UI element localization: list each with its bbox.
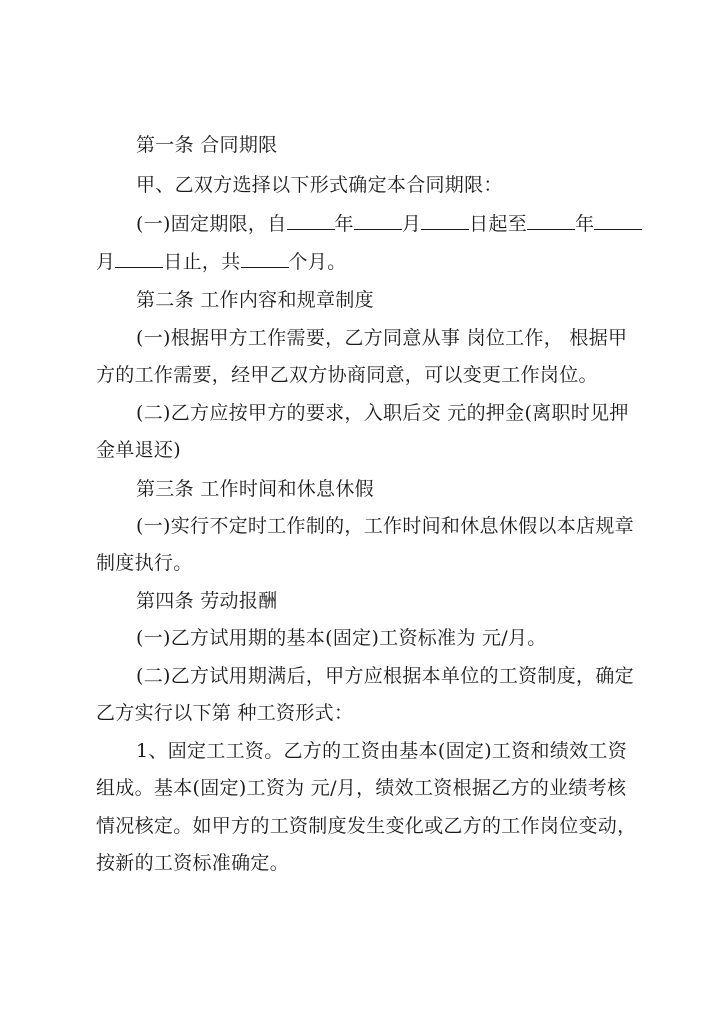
article-4-paragraph-2-line-1: (二)乙方试用期满后，甲方应根据本单位的工资制度，确定 [136, 665, 634, 687]
end-year-blank [527, 211, 575, 230]
article-2-paragraph-2-line-1: (二)乙方应按甲方的要求，入职后交 元的押金(离职时见押 [136, 402, 629, 424]
months-label: 个月。 [288, 251, 347, 273]
article-4-title: 第四条 劳动报酬 [136, 590, 278, 612]
total-months-blank [241, 249, 289, 268]
article-4-paragraph-1: (一)乙方试用期的基本(固定)工资标准为 元/月。 [136, 627, 547, 649]
article-2-paragraph-1-line-2: 方的工作需要，经甲乙双方协商同意，可以变更工作岗位。 [96, 364, 598, 386]
start-day-blank [421, 211, 469, 230]
article-3-paragraph-1-line-2: 制度执行。 [96, 552, 193, 574]
start-year-blank [287, 211, 335, 230]
article-2-paragraph-2-line-2: 金单退还) [96, 439, 181, 461]
article-1-paragraph-2-line-2 [96, 249, 346, 274]
month-label: 月 [401, 213, 422, 235]
article-1-title: 第一条 合同期限 [136, 134, 278, 156]
article-2-paragraph-1-line-1: (一)根据甲方工作需要，乙方同意从事 岗位工作， 根据甲 [136, 327, 628, 349]
end-year-label: 年 [575, 213, 595, 235]
article-4-paragraph-2-line-2: 乙方实行以下第 种工资形式： [96, 702, 354, 724]
day-until-label: 日止，共 [163, 251, 241, 273]
article-1-paragraph-1: 甲、乙双方选择以下形式确定本合同期限： [136, 174, 503, 196]
year-label: 年 [334, 213, 354, 235]
article-3-paragraph-1-line-1: (一)实行不定时工作制的，工作时间和休息休假以本店规章 [136, 515, 634, 537]
fixed-term-label: (一)固定期限，自 [136, 213, 287, 235]
end-day-blank [115, 249, 163, 268]
end-month-label: 月 [96, 251, 116, 273]
article-4-paragraph-3-line-2: 组成。基本(固定)工资为 元/月，绩效工资根据乙方的业绩考核 [96, 777, 627, 799]
article-4-paragraph-3-line-1: 1、固定工工资。乙方的工资由基本(固定)工资和绩效工资 [136, 740, 628, 762]
article-4-paragraph-3-line-4: 按新的工资标准确定。 [96, 852, 290, 874]
day-from-label: 日起至 [469, 213, 528, 235]
article-4-paragraph-3-line-3: 情况核定。如甲方的工资制度发生变化或乙方的工作岗位变动， [96, 815, 637, 837]
article-1-paragraph-2-line-1 [136, 211, 642, 236]
article-3-title: 第三条 工作时间和休息休假 [136, 478, 374, 500]
article-2-title: 第二条 工作内容和规章制度 [136, 289, 374, 311]
end-month-blank [594, 211, 642, 230]
start-month-blank [354, 211, 402, 230]
